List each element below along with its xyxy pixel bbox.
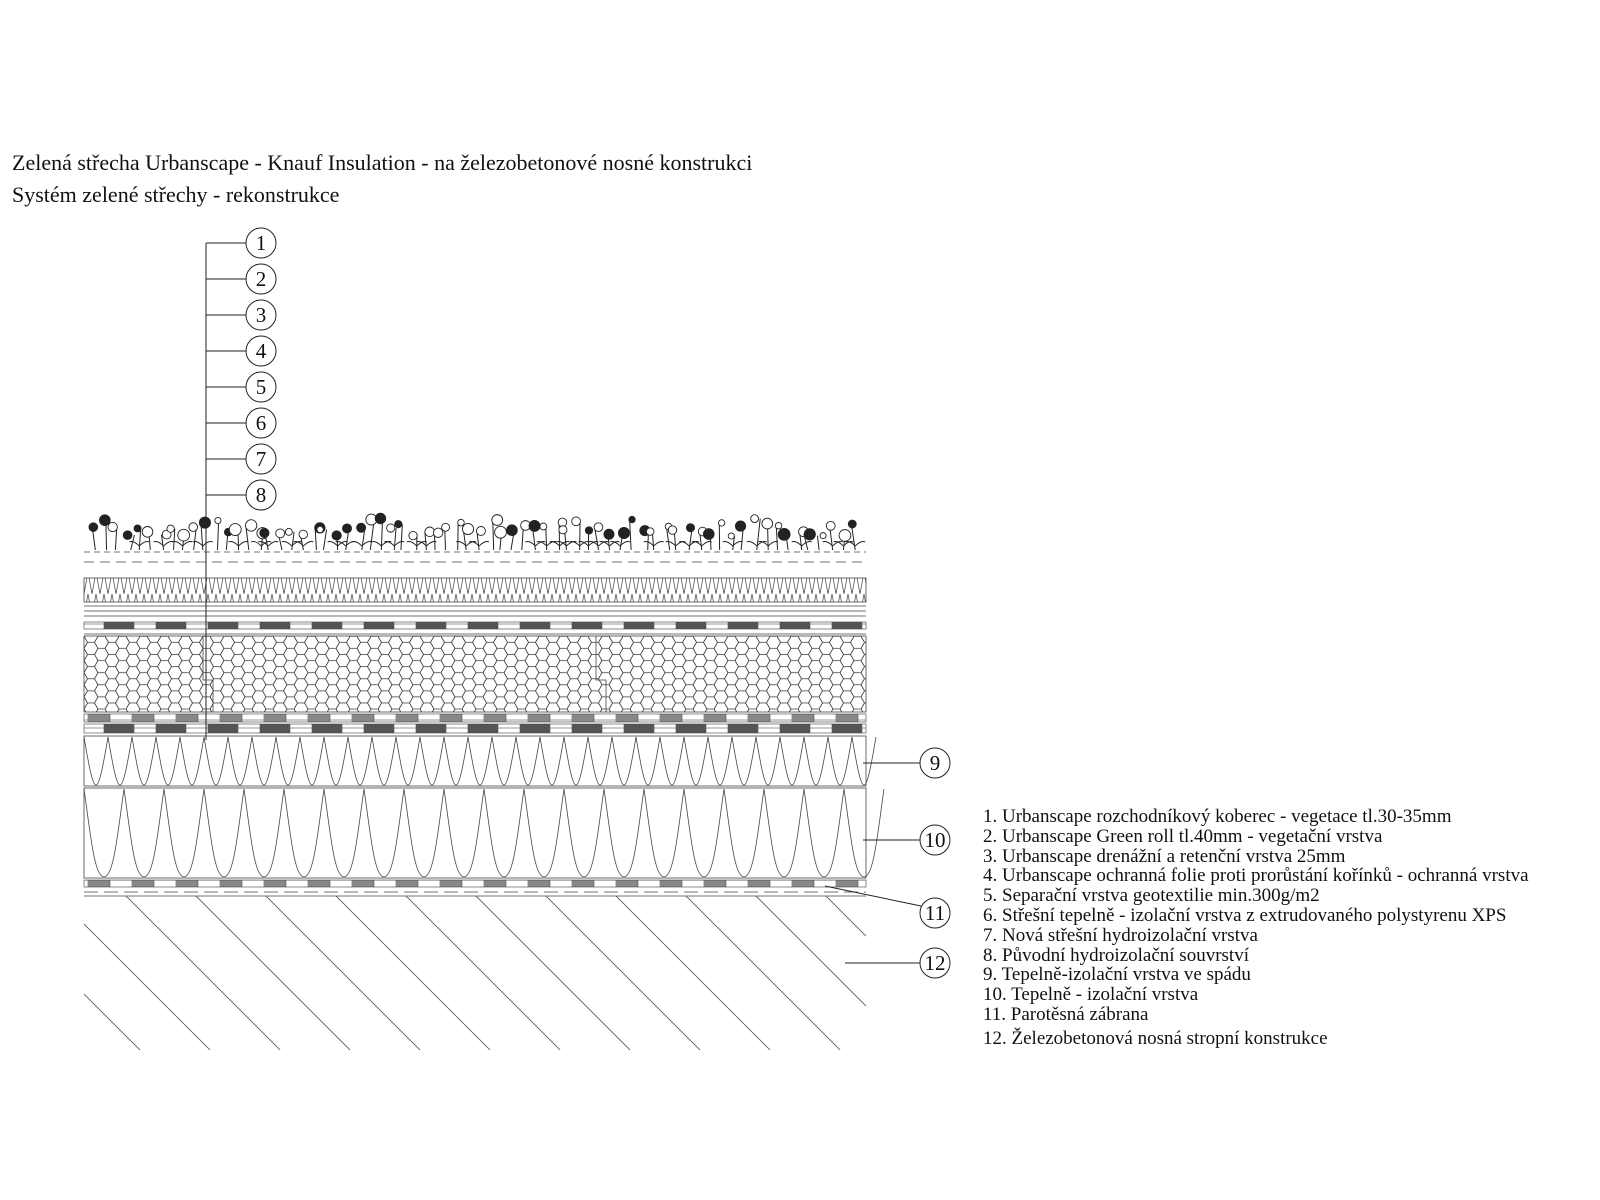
callout-label: 12	[924, 951, 946, 975]
callout-label: 4	[255, 339, 267, 363]
callout-6	[206, 408, 276, 438]
legend-item: 3. Urbanscape drenážní a retenční vrstva 25mm	[983, 845, 1346, 867]
legend-item: 8. Původní hydroizolační souvrství	[983, 944, 1249, 966]
callout-label: 7	[255, 447, 267, 471]
xps-insulation-layer	[84, 636, 866, 712]
concrete-slab-layer	[84, 896, 866, 1050]
callout-2	[206, 264, 276, 294]
callout-9	[863, 748, 950, 778]
protective-foil-layer	[84, 622, 866, 634]
callout-label: 1	[255, 231, 267, 255]
callout-label: 6	[255, 411, 267, 435]
callout-label: 11	[924, 901, 946, 925]
legend-item: 9. Tepelně-izolační vrstva ve spádu	[983, 964, 1251, 986]
legend-item: 11. Parotěsná zábrana	[983, 1003, 1149, 1025]
drainage-layer	[84, 578, 866, 616]
drawing-title: Zelená střecha Urbanscape - Knauf Insulation - na železobetonové nosné konstrukci	[12, 150, 753, 175]
legend-item: 6. Střešní tepelně - izolační vrstva z extrudovaného polystyrenu XPS	[983, 904, 1507, 926]
callout-3	[206, 300, 276, 330]
callout-7	[206, 444, 276, 474]
callout-label: 5	[255, 375, 267, 399]
callout-label: 10	[924, 828, 946, 852]
callout-label: 8	[255, 483, 267, 507]
callout-label: 9	[929, 751, 941, 775]
thermal-insulation-layer	[84, 788, 884, 878]
callout-4	[206, 336, 276, 366]
legend-item: 10. Tepelně - izolační vrstva	[983, 984, 1199, 1006]
top-callouts	[206, 228, 276, 510]
callout-label: 3	[255, 303, 267, 327]
legend-item: 4. Urbanscape ochranná folie proti prorůstání kořínků - ochranná vrstva	[983, 865, 1529, 887]
callout-1	[206, 228, 276, 258]
drawing-subtitle: Systém zelené střechy - rekonstrukce	[12, 182, 340, 207]
waterproofing-layers	[84, 714, 866, 733]
vegetation-layer	[84, 513, 866, 562]
legend-item: 1. Urbanscape rozchodníkový koberec - vegetace tl.30-35mm	[983, 806, 1452, 827]
callout-10	[863, 825, 950, 855]
slope-insulation-layer	[84, 736, 876, 786]
legend-item: 7. Nová střešní hydroizolační vrstva	[983, 924, 1258, 946]
callout-5	[206, 372, 276, 402]
vapour-barrier-layer	[84, 880, 866, 892]
callout-8	[206, 480, 276, 510]
callout-label: 2	[255, 267, 267, 291]
legend	[983, 807, 1529, 1049]
legend-item: 2. Urbanscape Green roll tl.40mm - vegetační vrstva	[983, 825, 1383, 847]
legend-item: 12. Železobetonová nosná stropní konstrukce	[983, 1027, 1328, 1049]
legend-item: 5. Separační vrstva geotextilie min.300g/m2	[983, 885, 1320, 907]
